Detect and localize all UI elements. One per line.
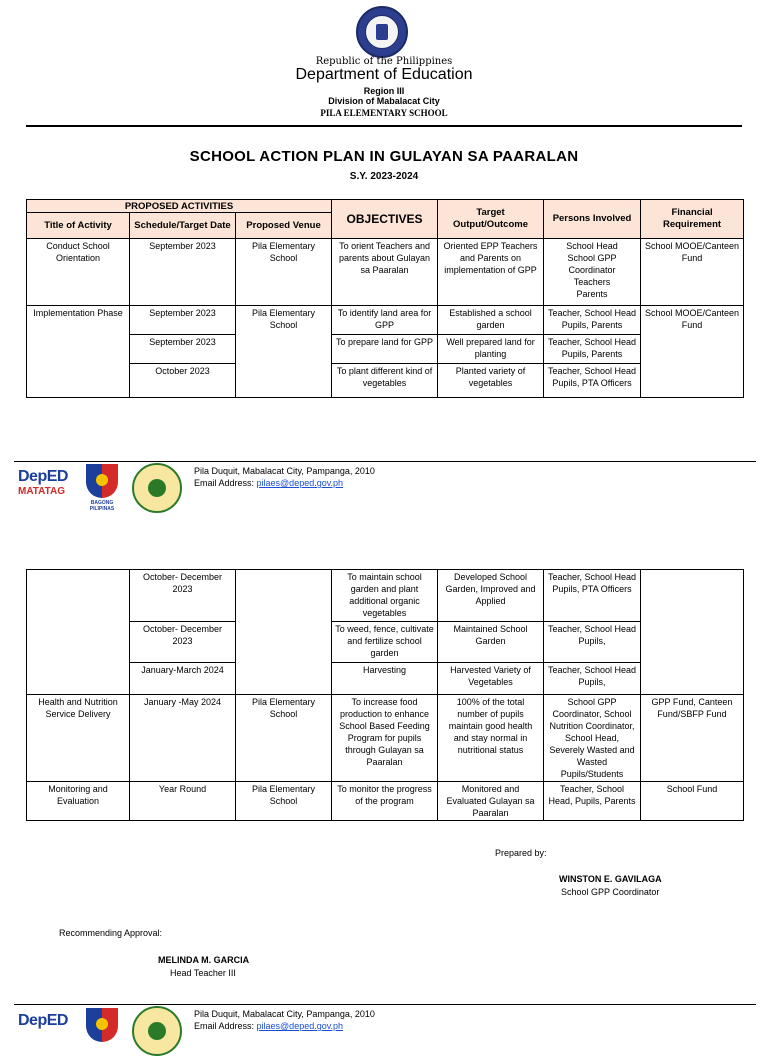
action-plan-table-page1: [26, 199, 744, 398]
action-plan-table-page2: [26, 569, 744, 821]
school-seal-logo-page2: [132, 1006, 182, 1056]
footer-divider: [14, 461, 756, 462]
col-schedule: Schedule/Target Date: [130, 213, 236, 239]
recommending-name: MELINDA M. GARCIA: [158, 955, 250, 965]
table-row: October- December 2023 To maintain school garden and plant additional organic vegetables Developed School Garden, Improved and Applied Teacher, School Head Pupils, PTA Officers: [27, 570, 744, 622]
deped-matatag-logo-page2: DepED: [18, 1012, 68, 1029]
table-row: Conduct School Orientation September 2023 Pila Elementary School To orient Teachers and parents about Gulayan sa Paaralan Oriented EPP Teachers and Parents on implementation of GPP School Head School GPP Coordinator Teachers Parents School MOOE/Canteen Fund: [27, 239, 744, 306]
email-link-page2[interactable]: pilaes@deped.gov.ph: [256, 1021, 344, 1031]
header-divider: [26, 125, 742, 127]
footer-address: Pila Duquit, Mabalacat City, Pampanga, 2010: [194, 466, 375, 476]
school-seal-logo: [132, 463, 182, 513]
email-link[interactable]: pilaes@deped.gov.ph: [256, 478, 344, 488]
republic-line: Republic of the Philippines: [315, 56, 453, 67]
recommending-approval-label: Recommending Approval:: [59, 928, 163, 938]
table-row: Implementation Phase September 2023 Pila Elementary School To identify land area for GPP Established a school garden Teacher, School Head Pupils, Parents School MOOE/Canteen Fund: [27, 306, 744, 335]
school-name: PILA ELEMENTARY SCHOOL: [320, 108, 448, 118]
prepared-by-name: WINSTON E. GAVILAGA: [559, 874, 662, 884]
col-financial-requirement: Financial Requirement: [641, 200, 744, 239]
bagong-pilipinas-logo: BAGONG PILIPINAS: [78, 464, 126, 510]
deped-matatag-logo: DepED MATATAG: [18, 468, 68, 497]
col-objectives: OBJECTIVES: [332, 200, 438, 239]
region-line: Region III: [363, 86, 405, 96]
school-year: S.Y. 2023-2024: [349, 171, 419, 182]
footer-address-page2: Pila Duquit, Mabalacat City, Pampanga, 2010: [194, 1009, 375, 1019]
table-row: Health and Nutrition Service Delivery January -May 2024 Pila Elementary School To increase food production to enhance School Based Feeding Program for pupils through Gulayan sa Paaralan 100% of the total number of pupils maintain good health and stay normal in nutritional status School GPP Coordinator, School Nutrition Coordinator, School Head, Severely Wasted and Wasted Pupils/Students GPP Fund, Canteen Fund/SBFP Fund: [27, 695, 744, 782]
footer-contact: [194, 465, 375, 489]
prepared-by-label: Prepared by:: [495, 848, 547, 858]
recommending-title: Head Teacher III: [170, 968, 236, 978]
footer-contact-page2: Pila Duquit, Mabalacat City, Pampanga, 2010 Email Address: pilaes@deped.gov.ph: [194, 1009, 375, 1031]
department-title: Department of Education: [295, 66, 473, 83]
footer-divider-page2: [14, 1004, 756, 1005]
division-line: Division of Mabalacat City: [328, 96, 440, 106]
col-persons-involved: Persons Involved: [544, 200, 641, 239]
table-row: October 2023 To plant different kind of vegetables Planted variety of vegetables Teacher, School Head Pupils, PTA Officers: [27, 364, 744, 398]
table-row: January-March 2024 Harvesting Harvested Variety of Vegetables Teacher, School Head Pupils,: [27, 663, 744, 695]
prepared-by-title: School GPP Coordinator: [561, 887, 660, 897]
table-row: October- December 2023 To weed, fence, cultivate and fertilize school garden Maintained School Garden Teacher, School Head Pupils,: [27, 622, 744, 663]
col-title-of-activity: Title of Activity: [27, 213, 130, 239]
deped-seal-logo: [356, 6, 408, 58]
proposed-activities-header: PROPOSED ACTIVITIES: [27, 200, 332, 213]
email-label: Email Address:: [194, 478, 257, 488]
bagong-pilipinas-logo-page2: [78, 1008, 126, 1054]
col-proposed-venue: Proposed Venue: [236, 213, 332, 239]
table-row: September 2023 To prepare land for GPP Well prepared land for planting Teacher, School Head Pupils, Parents: [27, 335, 744, 364]
table-row: Monitoring and Evaluation Year Round Pila Elementary School To monitor the progress of the program Monitored and Evaluated Gulayan sa Paaralan Teacher, School Head, Pupils, Parents School Fund: [27, 782, 744, 821]
col-target-output: Target Output/Outcome: [438, 200, 544, 239]
document-title: SCHOOL ACTION PLAN IN GULAYAN SA PAARALAN: [189, 148, 579, 165]
